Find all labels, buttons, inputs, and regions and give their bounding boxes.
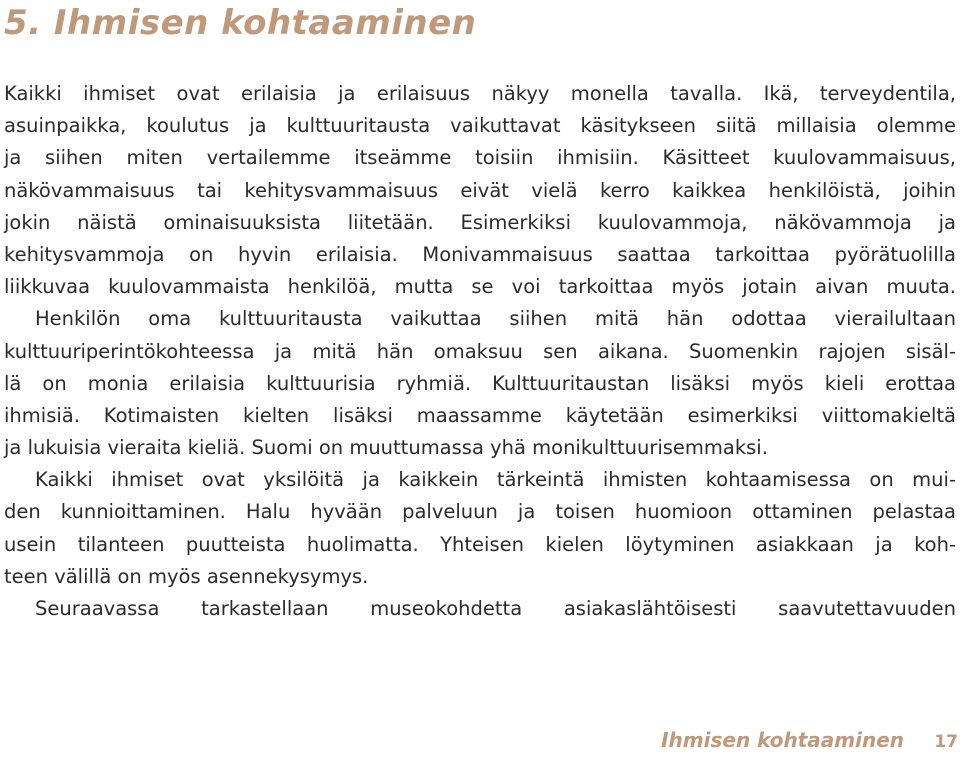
text-line: asuinpaikka, koulutus ja kulttuuritausta vaikuttavat käsitykseen siitä millaisia olemme (4, 114, 956, 138)
text-line: ihmisiä. Kotimaisten kielten lisäksi maassamme käytetään esimerkiksi viittomakieltä (4, 403, 956, 427)
text-line: usein tilanteen puutteista huolimatta. Yhteisen kielen löytyminen asiakkaan ja koh- (4, 532, 956, 556)
text-line: den kunnioittaminen. Halu hyvään palveluun ja toisen huomioon ottaminen pelastaa (4, 500, 956, 524)
text-line: jokin näistä ominaisuuksista liitetään. Esimerkiksi kuulovammoja, näkövammoja ja (4, 210, 956, 234)
page-footer (560, 724, 960, 758)
text-line: Kaikki ihmiset ovat yksilöitä ja kaikkein tärkeintä ihmisten kohtaamisessa on mui- (35, 468, 956, 492)
text-line: Kaikki ihmiset ovat erilaisia ja erilaisuus näkyy monella tavalla. Ikä, terveydentila, (4, 82, 956, 105)
text-line: liikkuvaa kuulovammaista henkilöä, mutta se voi tarkoittaa myös jotain aivan muuta. (4, 275, 956, 299)
text-line: kulttuuriperintökohteessa ja mitä hän omaksuu sen aikana. Suomenkin rajojen sisäl- (4, 339, 956, 363)
page-heading: 5. Ihmisen kohtaaminen (4, 3, 477, 43)
page-number: 17 (934, 732, 958, 752)
text-line: ja lukuisia vieraita kieliä. Suomi on muuttumassa yhä monikulttuurisemmaksi. (4, 436, 768, 460)
text-line: teen välillä on myös asennekysymys. (4, 564, 369, 588)
footer-chapter-title: Ihmisen kohtaaminen (661, 728, 904, 752)
text-line: näkövammaisuus tai kehitysvammaisuus eivät vielä kerro kaikkea henkilöistä, joihin (4, 178, 956, 202)
text-line: lä on monia erilaisia kulttuurisia ryhmiä. Kulttuuritaustan lisäksi myös kieli erottaa (4, 371, 956, 395)
text-line: Seuraavassa tarkastellaan museokohdetta asiakaslähtöisesti saavutettavuuden (35, 597, 956, 620)
body-text (4, 78, 956, 625)
text-line: ja siihen miten vertailemme itseämme toisiin ihmisiin. Käsitteet kuulovammaisuus, (4, 146, 956, 170)
text-line: Henkilön oma kulttuuritausta vaikuttaa siihen mitä hän odottaa vierailultaan (35, 307, 956, 331)
text-line: kehitysvammoja on hyvin erilaisia. Monivammaisuus saattaa tarkoittaa pyörätuolilla (4, 242, 956, 266)
